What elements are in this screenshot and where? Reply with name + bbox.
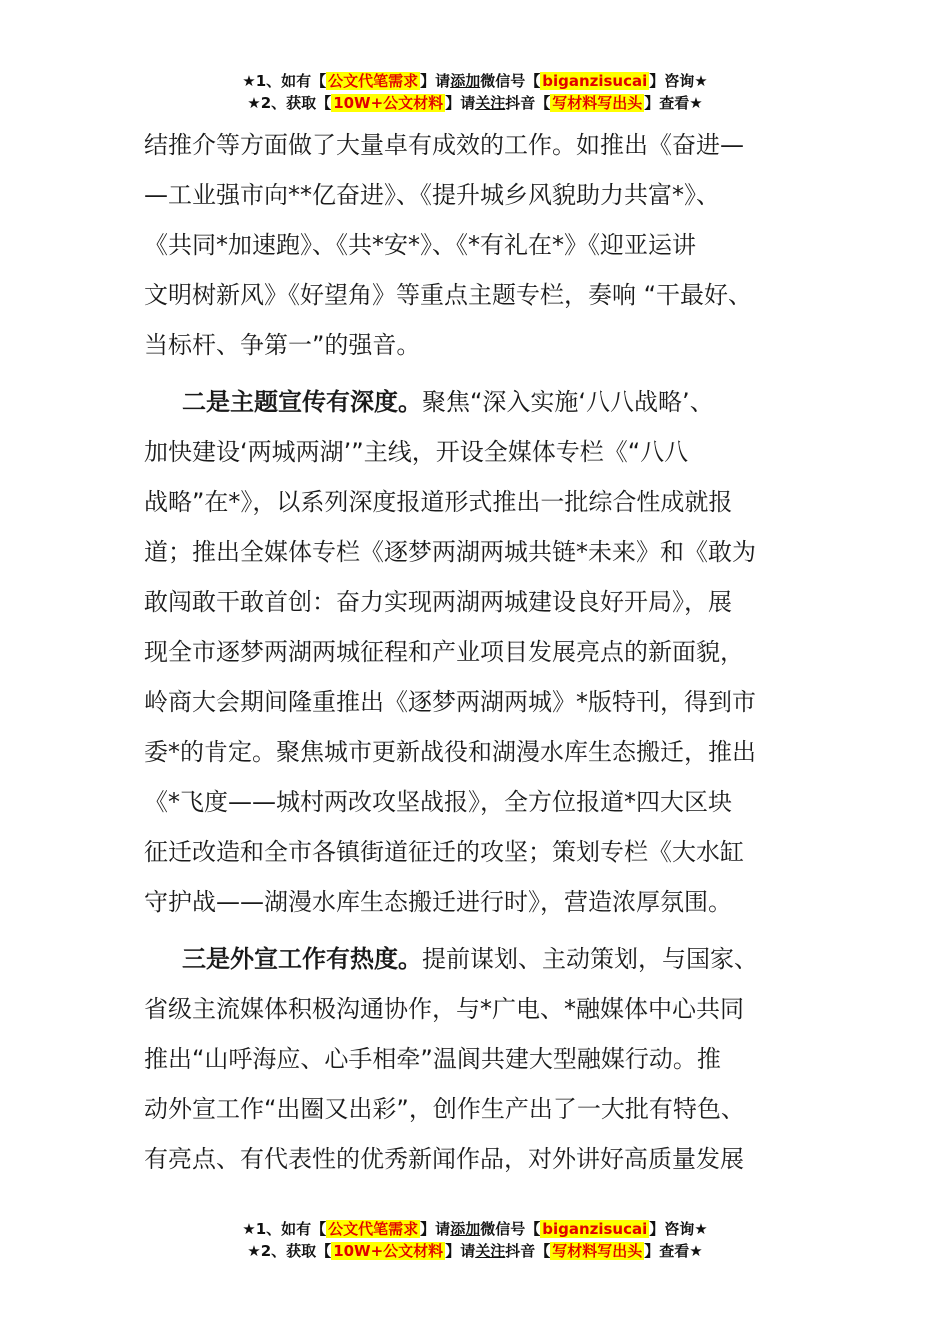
banner-text: 抖音【 <box>505 1242 551 1260</box>
text-line: 结推介等方面做了大量卓有成效的工作。如推出《奋进— <box>144 131 744 159</box>
document-body <box>144 120 814 1184</box>
text-line: 有亮点、有代表性的优秀新闻作品，对外讲好高质量发展 <box>144 1145 744 1173</box>
banner-line-2 <box>0 92 950 114</box>
text-segment: 提前谋划、主动策划，与国家、 <box>422 945 758 973</box>
banner-emphasis: 添加 <box>450 1220 481 1238</box>
banner-highlight: 公文代笔需求 <box>328 1220 419 1238</box>
banner-line-2 <box>0 1240 950 1262</box>
text-segment: 聚焦“深入实施‘八八战略’、 <box>422 388 714 416</box>
banner-text: ★1、如有【 <box>242 1220 327 1238</box>
banner-text: 】请 <box>420 1220 451 1238</box>
text-line: 当标杆、争第一”的强音。 <box>144 331 421 359</box>
banner-text: ★2、获取【 <box>247 1242 332 1260</box>
banner-highlight: biganzisucai <box>542 72 648 90</box>
paragraph-lead: 二是主题宣传有深度。 <box>182 388 422 416</box>
banner-text: 微信号【 <box>480 72 541 90</box>
banner-highlight: 10W+公文材料 <box>333 94 444 112</box>
banner-line-1 <box>0 1218 950 1240</box>
paragraph-first-line <box>144 377 814 427</box>
banner-highlight: 写材料写出头 <box>552 94 643 112</box>
banner-text: ★1、如有【 <box>242 72 327 90</box>
text-line: 岭商大会期间隆重推出《逐梦两湖两城》*版特刊，得到市 <box>144 688 756 716</box>
banner-text: 】请 <box>445 94 476 112</box>
banner-text: 】请 <box>420 72 451 90</box>
banner-emphasis: 关注 <box>475 1242 506 1260</box>
text-line: 《*飞度——城村两改攻坚战报》，全方位报道*四大区块 <box>144 788 732 816</box>
banner-text: 】咨询★ <box>649 72 708 90</box>
banner-highlight: 公文代笔需求 <box>328 72 419 90</box>
text-line: —工业强市向**亿奋进》、《提升城乡风貌助力共富*》、 <box>144 181 720 209</box>
banner-highlight: 写材料写出头 <box>552 1242 643 1260</box>
text-line: 敢闯敢干敢首创：奋力实现两湖两城建设良好开局》，展 <box>144 588 732 616</box>
paragraph-gap <box>144 370 814 377</box>
text-line: 委*的肯定。聚焦城市更新战役和湖漫水库生态搬迁，推出 <box>144 738 756 766</box>
text-line: 推出“山呼海应、心手相牵”温阆共建大型融媒行动。推 <box>144 1045 721 1073</box>
banner-text: 】咨询★ <box>649 1220 708 1238</box>
banner-text: 】查看★ <box>644 94 703 112</box>
text-line: 文明树新风》《好望角》等重点主题专栏，奏响 “干最好、 <box>144 281 753 309</box>
banner-emphasis: 关注 <box>475 94 506 112</box>
banner-highlight: biganzisucai <box>542 1220 648 1238</box>
header-banner <box>0 70 950 114</box>
paragraph-first-line <box>144 934 814 984</box>
text-line: 省级主流媒体积极沟通协作，与*广电、*融媒体中心共同 <box>144 995 744 1023</box>
text-line: 动外宣工作“出圈又出彩”，创作生产出了一大批有特色、 <box>144 1095 745 1123</box>
paragraph-gap <box>144 927 814 934</box>
text-line: 征迁改造和全市各镇街道征迁的攻坚；策划专栏《大水缸 <box>144 838 744 866</box>
text-line: 加快建设‘两城两湖’”主线，开设全媒体专栏《“八八 <box>144 438 689 466</box>
banner-text: 】请 <box>445 1242 476 1260</box>
text-line: 守护战——湖漫水库生态搬迁进行时》，营造浓厚氛围。 <box>144 888 732 916</box>
banner-line-1 <box>0 70 950 92</box>
paragraph-lead: 三是外宣工作有热度。 <box>182 945 422 973</box>
text-line: 《共同*加速跑》、《共*安*》、《*有礼在*》《迎亚运讲 <box>144 231 696 259</box>
banner-text: 微信号【 <box>480 1220 541 1238</box>
banner-text: 】查看★ <box>644 1242 703 1260</box>
text-line: 道；推出全媒体专栏《逐梦两湖两城共链*未来》和《敢为 <box>144 538 756 566</box>
banner-text: ★2、获取【 <box>247 94 332 112</box>
text-line: 现全市逐梦两湖两城征程和产业项目发展亮点的新面貌， <box>144 638 744 666</box>
banner-text: 抖音【 <box>505 94 551 112</box>
banner-highlight: 10W+公文材料 <box>333 1242 444 1260</box>
banner-emphasis: 添加 <box>450 72 481 90</box>
text-line: 战略”在*》，以系列深度报道形式推出一批综合性成就报 <box>144 488 733 516</box>
footer-banner <box>0 1218 950 1262</box>
